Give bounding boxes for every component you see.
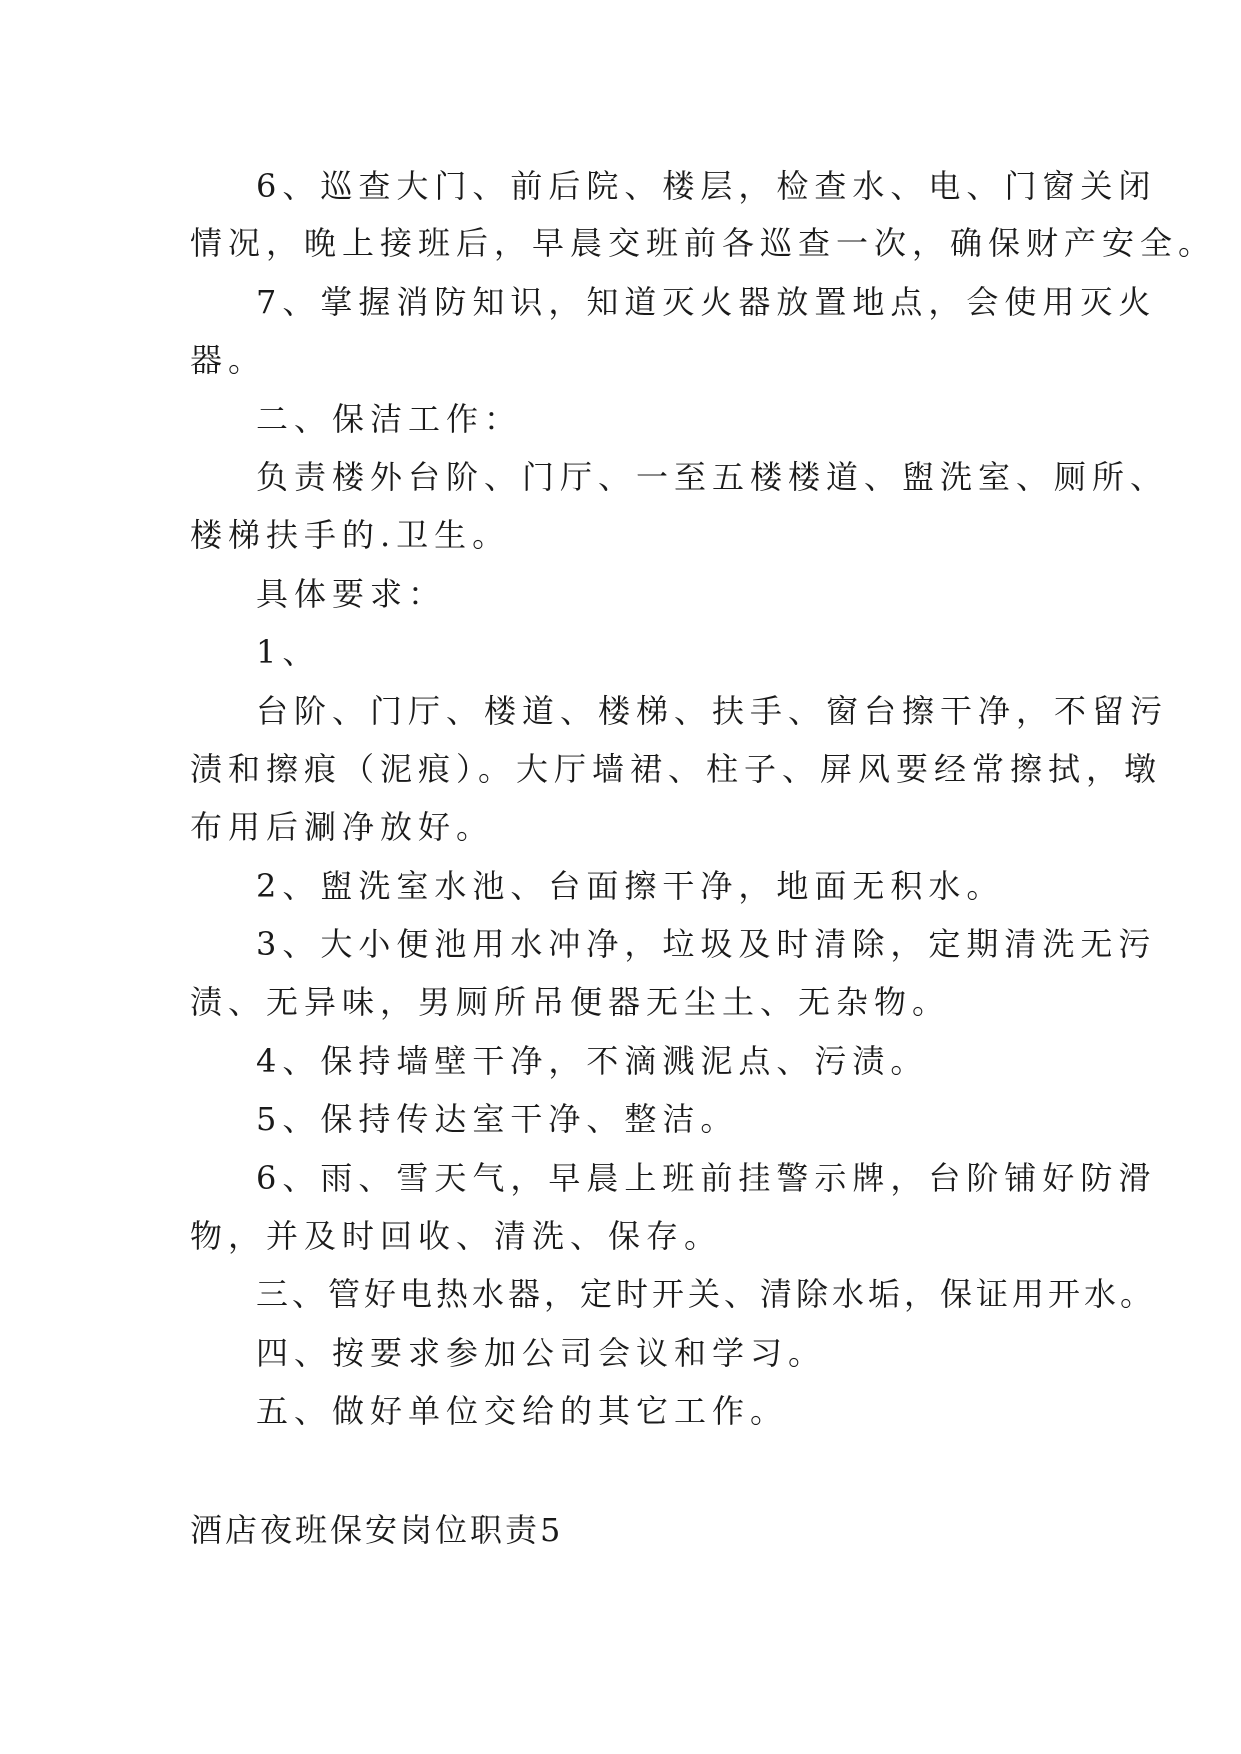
text-line: 物，并及时回收、清洗、保存。 bbox=[190, 1217, 723, 1255]
text-line: 三、管好电热水器，定时开关、清除水垢，保证用开水。 bbox=[256, 1275, 1157, 1313]
text-line: 4、保持墙壁干净，不滴溅泥点、污渍。 bbox=[256, 1042, 929, 1080]
text-line: 5、保持传达室干净、整洁。 bbox=[256, 1100, 739, 1138]
text-line: 6、雨、雪天气，早晨上班前挂警示牌，台阶铺好防滑 bbox=[256, 1159, 1157, 1197]
text-line: 台阶、门厅、楼道、楼梯、扶手、窗台擦干净，不留污 bbox=[256, 692, 1169, 730]
text-line: 负责楼外台阶、门厅、一至五楼楼道、盥洗室、厕所、 bbox=[256, 458, 1169, 496]
text-line: 7、掌握消防知识，知道灭火器放置地点，会使用灭火 bbox=[256, 283, 1157, 321]
text-line: 情况，晚上接班后，早晨交班前各巡查一次，确保财产安全。 bbox=[190, 224, 1217, 262]
text-line: 楼梯扶手的.卫生。 bbox=[190, 516, 511, 554]
text-line: 2、盥洗室水池、台面擦干净，地面无积水。 bbox=[256, 867, 1005, 905]
text-line: 渍、无异味，男厕所吊便器无尘土、无杂物。 bbox=[190, 983, 951, 1021]
text-line: 6、巡查大门、前后院、楼层，检查水、电、门窗关闭 bbox=[256, 167, 1157, 205]
text-line: 3、大小便池用水冲净，垃圾及时清除，定期清洗无污 bbox=[256, 925, 1157, 963]
text-line: 五、做好单位交给的其它工作。 bbox=[256, 1392, 789, 1430]
text-line: 布用后涮净放好。 bbox=[190, 808, 495, 846]
text-line: 1、 bbox=[256, 633, 321, 671]
text-line: 四、按要求参加公司会议和学习。 bbox=[256, 1334, 827, 1372]
text-line: 渍和擦痕（泥痕）。大厅墙裙、柱子、屏风要经常擦拭，墩 bbox=[190, 750, 1163, 788]
text-line: 器。 bbox=[190, 341, 267, 379]
text-line: 二、保洁工作： bbox=[256, 400, 523, 438]
text-line: 具体要求： bbox=[256, 575, 447, 613]
section-title: 酒店夜班保安岗位职责5 bbox=[190, 1511, 564, 1549]
